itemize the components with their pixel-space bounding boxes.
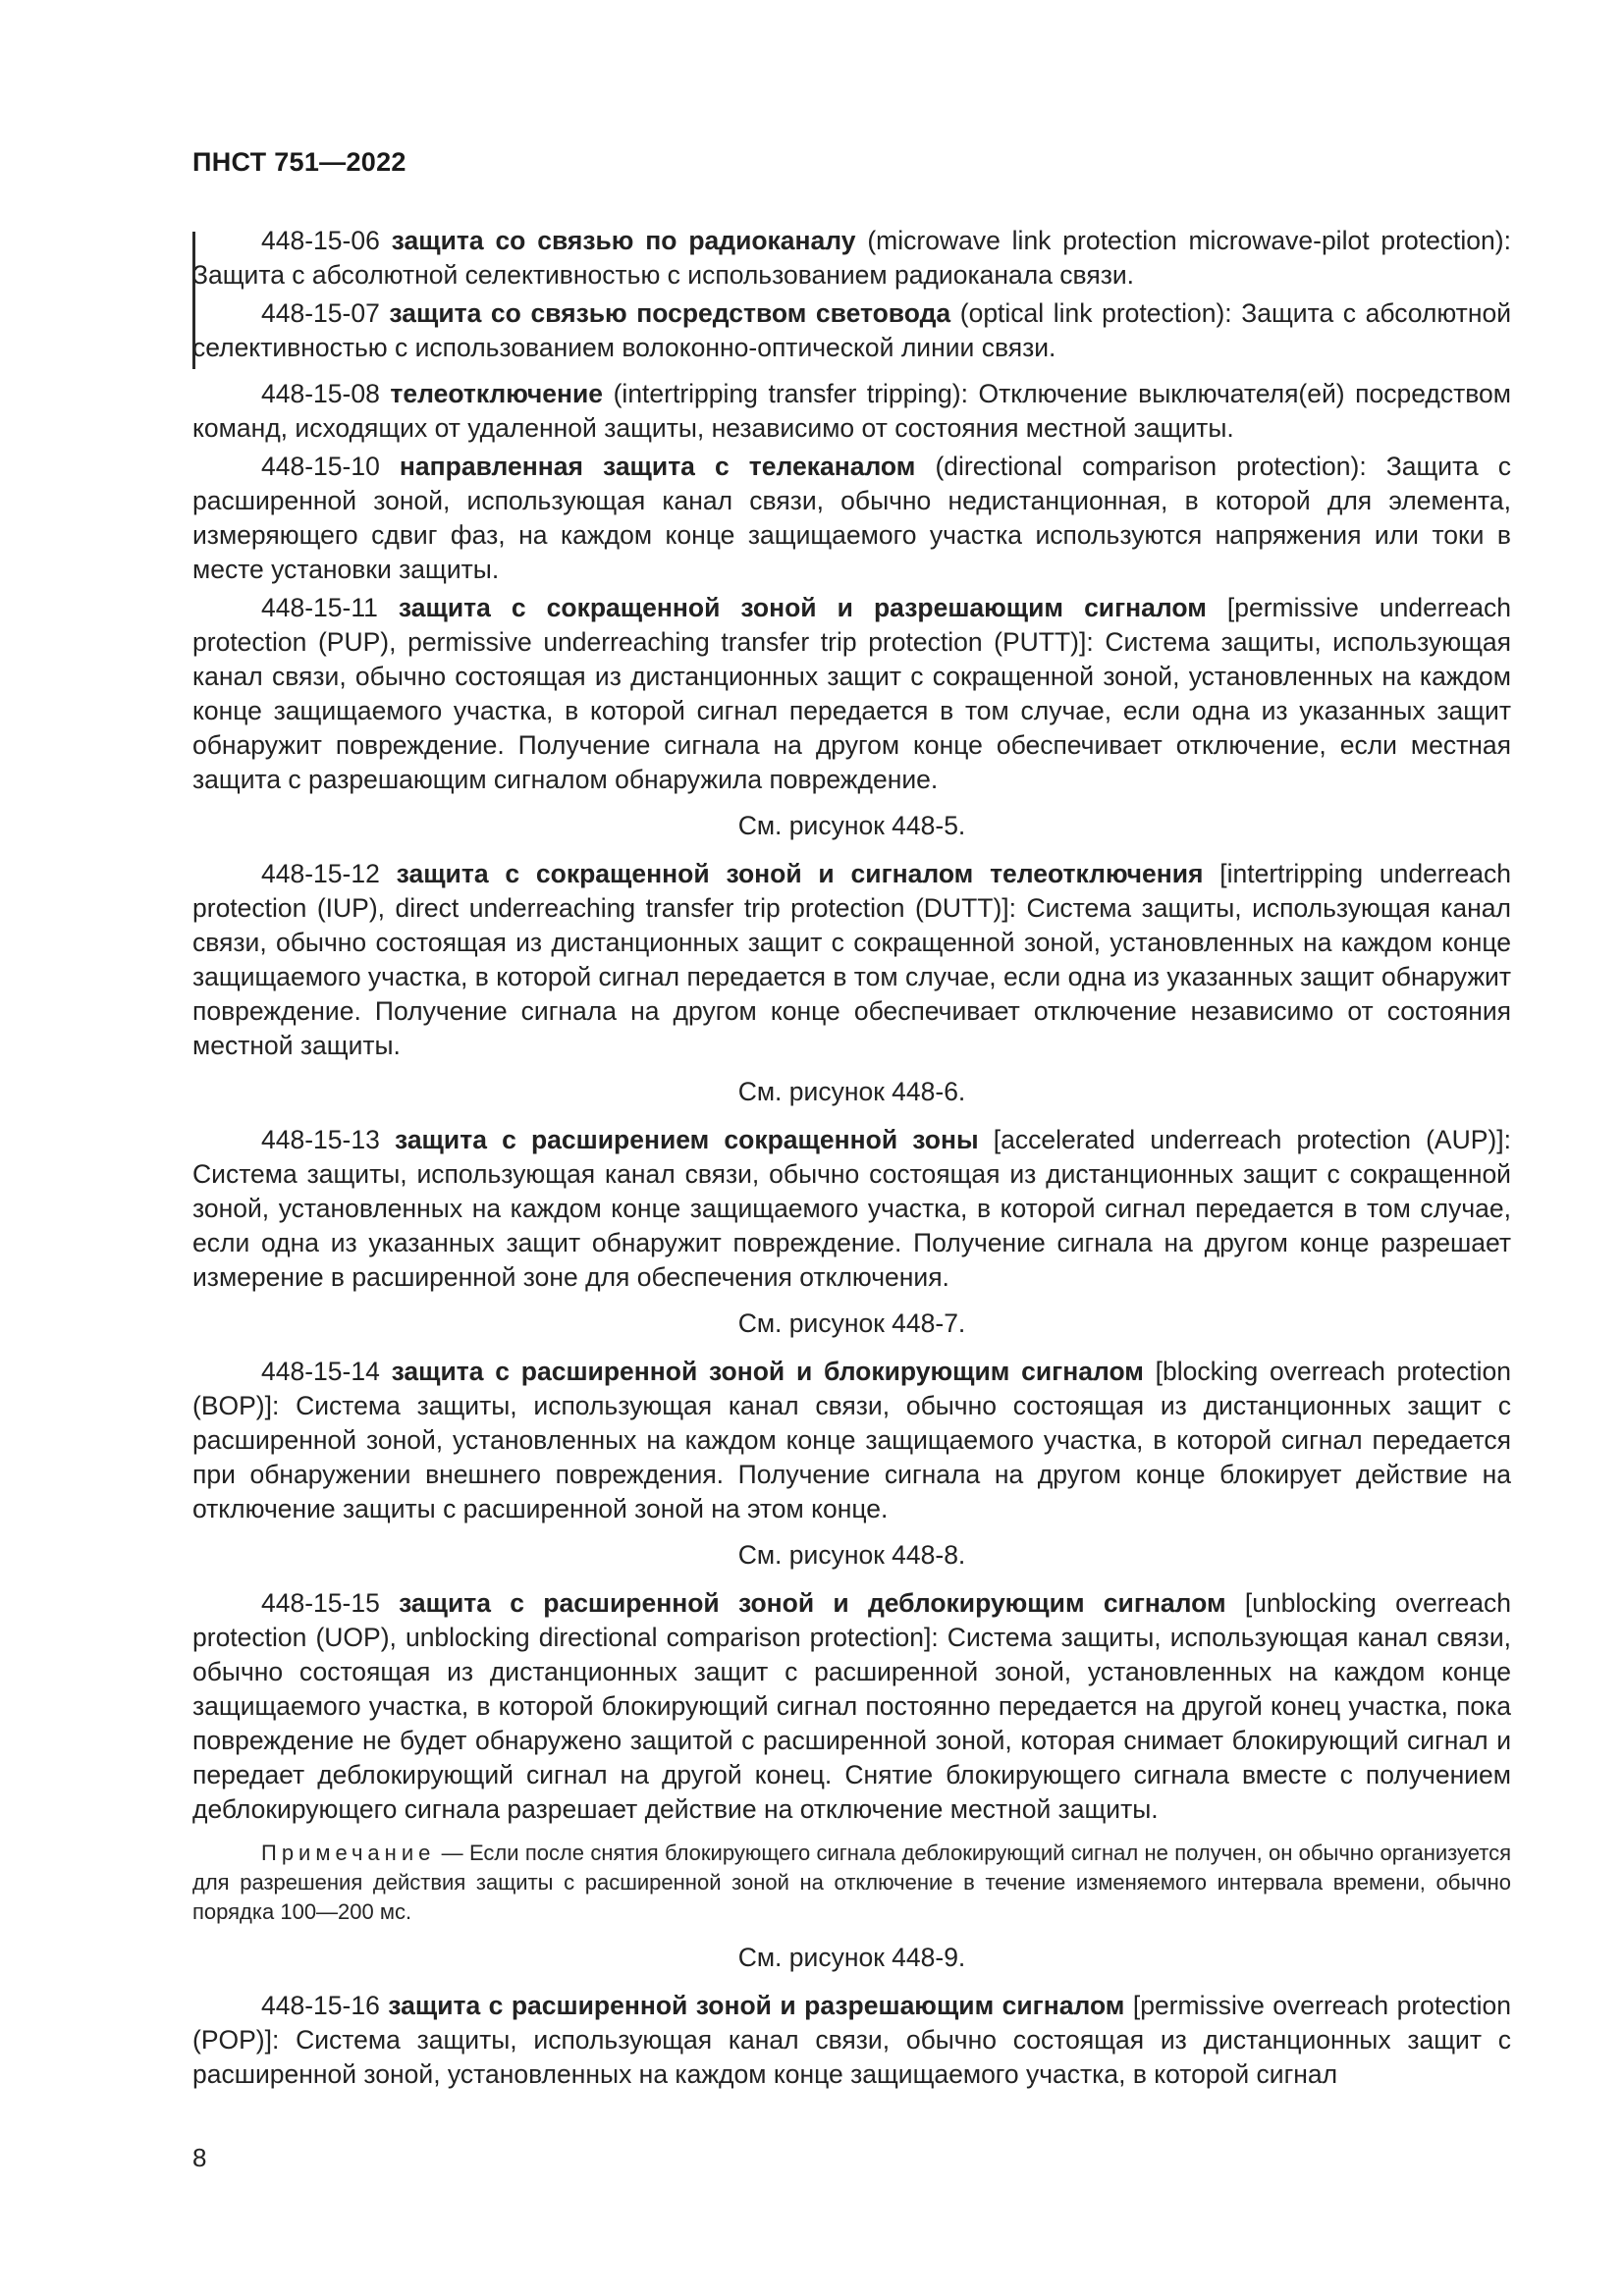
note-label: Примечание xyxy=(261,1841,436,1865)
entry-number: 448-15-12 xyxy=(261,859,380,888)
entry-definition: (directional comparison protection): Защита с расширенной зоной, использующая канал связи, обычно недистанционная, в которой для элемента, измеряющего сдвиг фаз, на каждом конце защищаемого участка используются напряжения или токи в месте установки защиты. xyxy=(192,452,1511,584)
document-body xyxy=(192,224,1511,2096)
entry-definition: (intertripping transfer tripping): Отключение выключателя(ей) посредством команд, исходящих от удаленной защиты, независимо от состояния местной защиты. xyxy=(192,379,1511,443)
figure-reference: См. рисунок 448-8. xyxy=(737,1540,966,1570)
entry-number: 448-15-08 xyxy=(261,379,380,408)
entry-definition: [unblocking overreach protection (UOP), unblocking directional comparison protection]: Система защиты, использующая канал связи, обычно состоящая из дистанционных защит с расширенной зоной, установленных на каждом конце защищаемого участка, в которой блокирующий сигнал постоянно передается на другой конец участка, пока повреждение не будет обнаружено защитой с расширенной зоной, которая снимает блокирующий сигнал и передает деблокирующий сигнал на другой конец. Снятие блокирующего сигнала вместе с получением деблокирующего сигнала разрешает действие на отключение местной защиты. xyxy=(192,1588,1511,1824)
entry-number: 448-15-06 xyxy=(261,226,380,255)
entry-term: защита со связью посредством световода xyxy=(389,298,951,328)
page-number: 8 xyxy=(192,2143,207,2172)
entry-448-15-16 xyxy=(192,1989,1511,2092)
entry-term: защита с расширенной зоной и блокирующим сигналом xyxy=(391,1357,1144,1386)
note xyxy=(192,1839,1511,1927)
entry-term: защита с расширенной зоной и разрешающим сигналом xyxy=(388,1991,1125,2020)
entry-448-15-07 xyxy=(192,296,1511,365)
entry-number: 448-15-15 xyxy=(261,1588,380,1618)
entry-number: 448-15-10 xyxy=(261,452,380,481)
entry-448-15-06 xyxy=(192,224,1511,293)
figure-reference: См. рисунок 448-5. xyxy=(737,811,966,840)
entry-448-15-13 xyxy=(192,1123,1511,1295)
document-code-header: ПНСТ 751—2022 xyxy=(192,147,406,177)
entry-448-15-10 xyxy=(192,450,1511,587)
entry-term: защита с расширением сокращенной зоны xyxy=(395,1125,979,1154)
note-text: — Если после снятия блокирующего сигнала деблокирующий сигнал не получен, он обычно организуется для разрешения действия защиты с расширенной зоной на отключение в течение изменяемого интервала времени, обычно порядка 100—200 мс. xyxy=(192,1841,1511,1924)
entry-term: защита с расширенной зоной и деблокирующим сигналом xyxy=(399,1588,1226,1618)
entry-definition: (microwave link protection microwave-pilot protection): Защита с абсолютной селективностью с использованием радиоканала связи. xyxy=(192,226,1511,290)
entry-number: 448-15-07 xyxy=(261,298,380,328)
figure-reference: См. рисунок 448-7. xyxy=(737,1308,966,1338)
entry-448-15-11 xyxy=(192,591,1511,797)
entry-number: 448-15-11 xyxy=(261,593,378,622)
entry-term: защита с сокращенной зоной и сигналом телеотключения xyxy=(396,859,1204,888)
figure-reference: См. рисунок 448-9. xyxy=(737,1943,966,1972)
entry-term: телеотключение xyxy=(390,379,604,408)
entry-definition: [accelerated underreach protection (AUP)]: Система защиты, использующая канал связи, обычно состоящая из дистанционных защит с сокращенной зоной, установленных на каждом конце защищаемого участка, в которой сигнал передается в том случае, если одна из указанных защит обнаружит повреждение. Получение сигнала на другом конце разрешает измерение в расширенной зоне для обеспечения отключения. xyxy=(192,1125,1511,1292)
entry-term: защита с сокращенной зоной и разрешающим сигналом xyxy=(398,593,1207,622)
entry-definition: [blocking overreach protection (BOP)]: Система защиты, использующая канал связи, обычно состоящая из дистанционных защит с расширенной зоной, установленных на каждом конце защищаемого участка, в которой сигнал передается при обнаружении внешнего повреждения. Получение сигнала на другом конце блокирует действие на отключение защиты с расширенной зоной на этом конце. xyxy=(192,1357,1511,1523)
entry-term: направленная защита с телеканалом xyxy=(399,452,916,481)
entry-definition: [intertripping underreach protection (IUP), direct underreaching transfer trip protection (DUTT)]: Система защиты, использующая канал связи, обычно состоящая из дистанционных защит с сокращенной зоной, установленных на каждом конце защищаемого участка, в которой сигнал передается в том случае, если одна из указанных защит обнаружит повреждение. Получение сигнала на другом конце обеспечивает отключение независимо от состояния местной защиты. xyxy=(192,859,1511,1060)
entry-definition: (optical link protection): Защита с абсолютной селективностью с использованием волоконно-оптической линии связи. xyxy=(192,298,1511,362)
entry-448-15-12 xyxy=(192,857,1511,1063)
entry-definition: [permissive underreach protection (PUP), permissive underreaching transfer trip protection (PUTT)]: Система защиты, использующая канал связи, обычно состоящая из дистанционных защит с сокращенной зоной, установленных на каждом конце защищаемого участка, в которой сигнал передается в том случае, если одна из указанных защит обнаружит повреждение. Получение сигнала на другом конце обеспечивает отключение, если местная защита с разрешающим сигналом обнаружила повреждение. xyxy=(192,593,1511,794)
entry-number: 448-15-16 xyxy=(261,1991,380,2020)
entry-448-15-08 xyxy=(192,377,1511,446)
entry-definition: [permissive overreach protection (POP)]: Система защиты, использующая канал связи, обычно состоящая из дистанционных защит с расширенной зоной, установленных на каждом конце защищаемого участка, в которой сигнал xyxy=(192,1991,1511,2089)
entry-number: 448-15-13 xyxy=(261,1125,380,1154)
entry-term: защита со связью по радиоканалу xyxy=(391,226,856,255)
entry-448-15-14 xyxy=(192,1355,1511,1526)
entry-448-15-15 xyxy=(192,1586,1511,1827)
entry-number: 448-15-14 xyxy=(261,1357,380,1386)
figure-reference: См. рисунок 448-6. xyxy=(737,1077,966,1106)
